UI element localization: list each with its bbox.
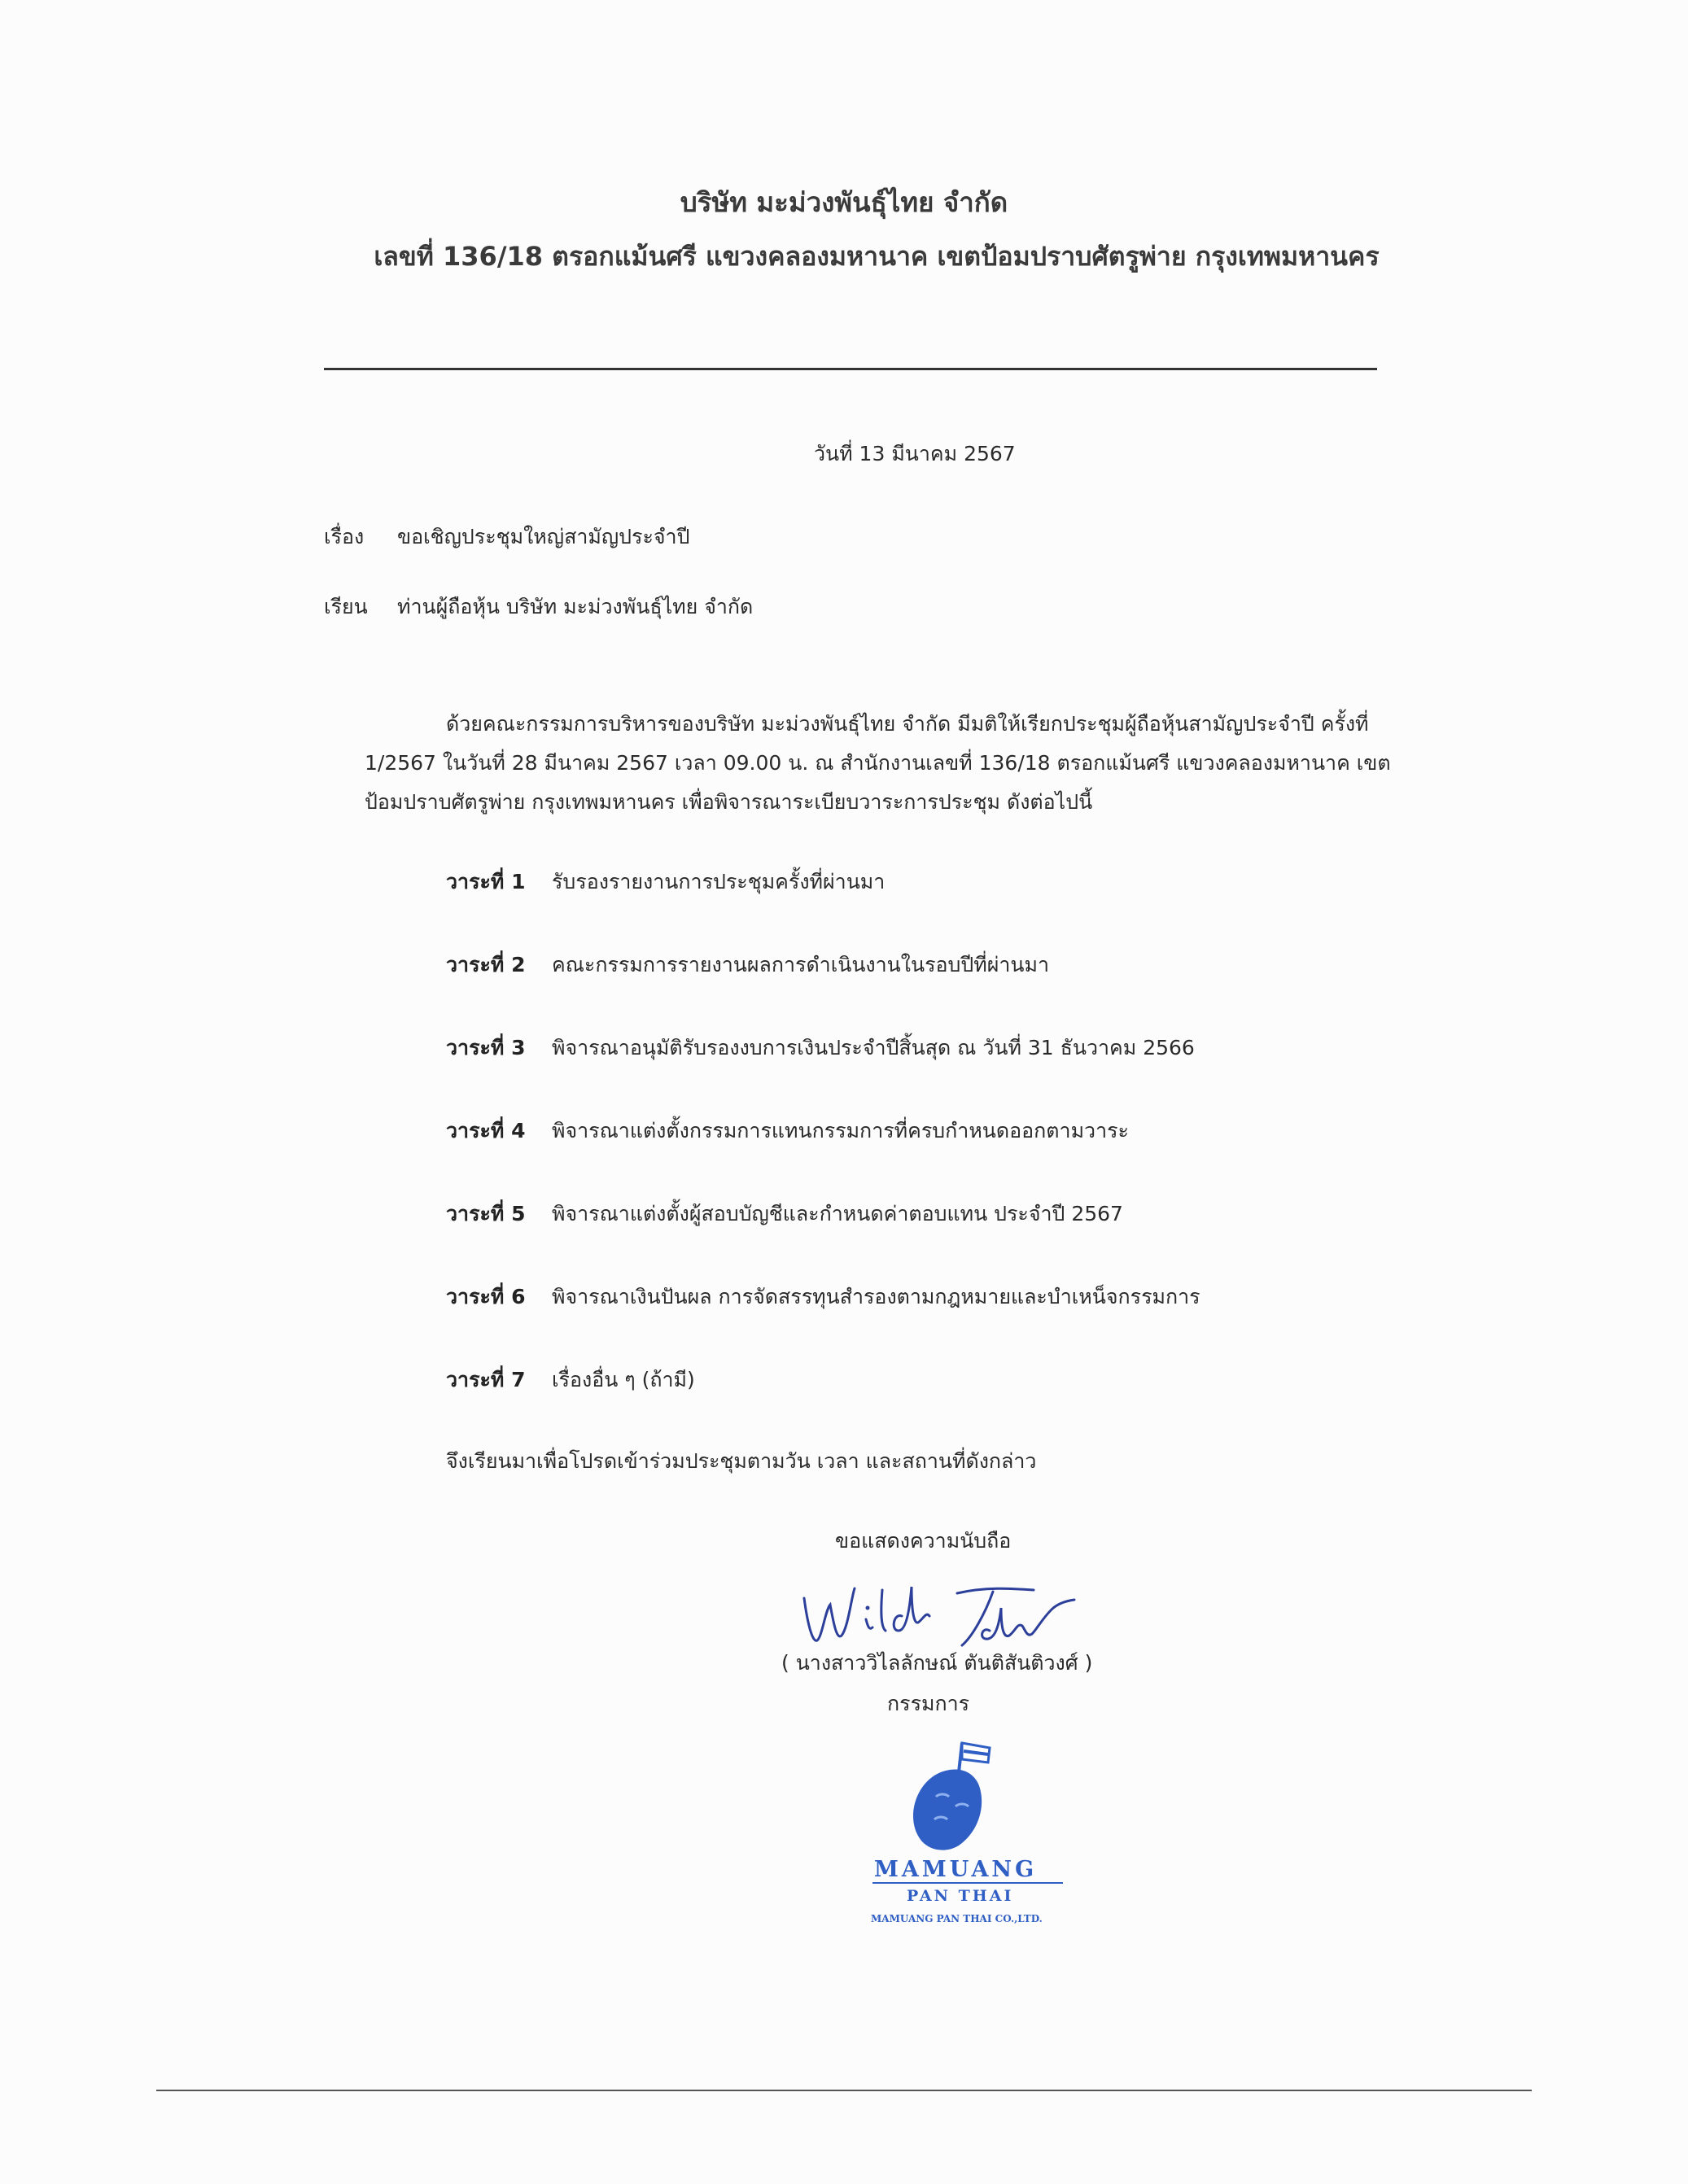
agenda-label: วาระที่ 1	[446, 870, 526, 893]
agenda-label: วาระที่ 5	[446, 1202, 526, 1225]
agenda-item	[446, 1281, 1200, 1313]
agenda-text: พิจารณาเงินปันผล การจัดสรรทุนสำรองตามกฎหมายและบำเหน็จกรรมการ	[552, 1285, 1200, 1308]
agenda-label: วาระที่ 6	[446, 1285, 526, 1308]
regards-line: ขอแสดงความนับถือ	[835, 1529, 1012, 1553]
company-name: บริษัท มะม่วงพันธุ์ไทย จำกัด	[680, 186, 1008, 218]
agenda-item	[446, 1115, 1129, 1147]
logo-sub: PAN THAI	[907, 1887, 1014, 1905]
agenda-item	[446, 866, 885, 898]
intro-paragraph: ด้วยคณะกรรมการบริหารของบริษัท มะม่วงพันธุ์ไทย จำกัด มีมติให้เรียกประชุมผู้ถือหุ้นสามัญประจำปี ครั้งที่ 1/2567 ในวันที่ 28 มีนาคม 2567 เวลา 09.00 น. ณ สำนักงานเลขที่ 136/18 ตรอกแม้นศรี แขวงคลองมหานาค เขตป้อมปราบศัตรูพ่าย กรุงเทพมหานคร เพื่อพิจารณาระเบียบวาระการประชุม ดังต่อไปนี้	[365, 712, 1391, 814]
agenda-label: วาระที่ 2	[446, 953, 526, 976]
agenda-item	[446, 1364, 695, 1396]
company-address: เลขที่ 136/18 ตรอกแม้นศรี แขวงคลองมหานาค เขตป้อมปราบศัตรูพ่าย กรุงเทพมหานคร	[374, 241, 1380, 272]
agenda-text: คณะกรรมการรายงานผลการดำเนินงานในรอบปีที่ผ่านมา	[552, 953, 1050, 976]
subject-text: ขอเชิญประชุมใหญ่สามัญประจำปี	[397, 525, 690, 548]
header-divider	[324, 368, 1377, 370]
company-logo-stamp	[871, 1732, 1082, 1927]
agenda-text: พิจารณาแต่งตั้งกรรมการแทนกรรมการที่ครบกำหนดออกตามวาระ	[552, 1119, 1129, 1142]
subject-label: เรื่อง	[324, 525, 365, 548]
agenda-text: พิจารณาแต่งตั้งผู้สอบบัญชีและกำหนดค่าตอบแทน ประจำปี 2567	[552, 1202, 1123, 1225]
agenda-item	[446, 1032, 1195, 1064]
mango-icon	[913, 1743, 990, 1850]
recipient-label: เรียน	[324, 595, 368, 618]
logo-brand: MAMUANG	[874, 1857, 1038, 1882]
agenda-item	[446, 949, 1049, 981]
signer-name: ( นางสาววิไลลักษณ์ ตันติสันติวงศ์ )	[781, 1651, 1093, 1675]
agenda-label: วาระที่ 3	[446, 1036, 526, 1059]
agenda-item	[446, 1198, 1123, 1230]
agenda-text: พิจารณาอนุมัติรับรองงบการเงินประจำปีสิ้นสุด ณ วันที่ 31 ธันวาคม 2566	[552, 1036, 1195, 1059]
subject-row	[324, 521, 689, 553]
recipient-row	[324, 591, 753, 623]
signature-image	[798, 1566, 1091, 1655]
agenda-label: วาระที่ 7	[446, 1368, 526, 1391]
closing-line: จึงเรียนมาเพื่อโปรดเข้าร่วมประชุมตามวัน เวลา และสถานที่ดังกล่าว	[446, 1449, 1037, 1473]
agenda-text: เรื่องอื่น ๆ (ถ้ามี)	[552, 1368, 695, 1391]
agenda-label: วาระที่ 4	[446, 1119, 526, 1142]
bottom-divider	[156, 2090, 1532, 2091]
logo-company: MAMUANG PAN THAI CO.,LTD.	[871, 1913, 1043, 1924]
agenda-text: รับรองรายงานการประชุมครั้งที่ผ่านมา	[552, 870, 886, 893]
recipient-text: ท่านผู้ถือหุ้น บริษัท มะม่วงพันธุ์ไทย จำกัด	[397, 595, 754, 618]
signer-title: กรรมการ	[887, 1692, 970, 1715]
document-date: วันที่ 13 มีนาคม 2567	[814, 442, 1016, 465]
